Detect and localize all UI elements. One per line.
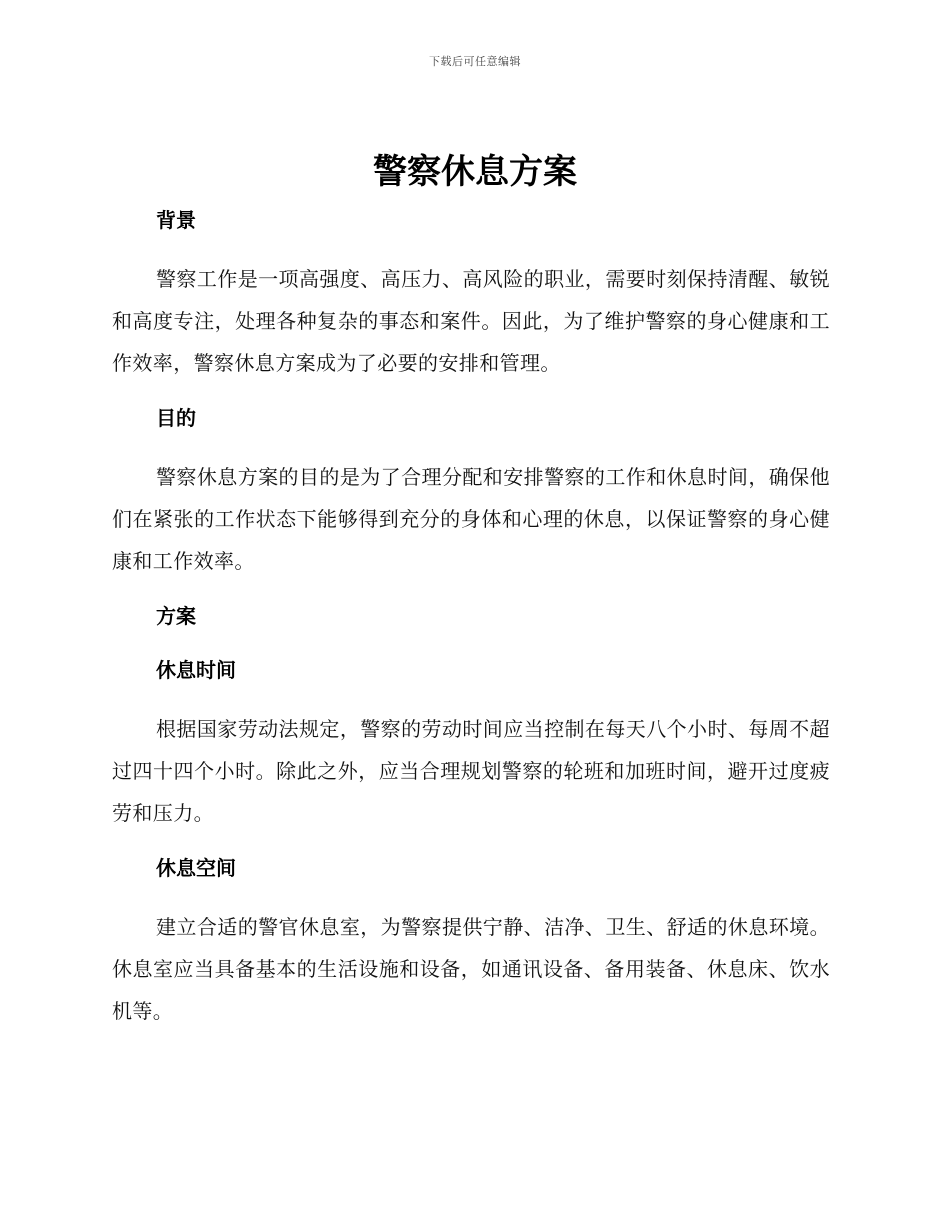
section-heading-background: 背景 — [156, 208, 196, 232]
section-text-purpose: 警察休息方案的目的是为了合理分配和安排警察的工作和休息时间，确保他们在紧张的工作状态下能够得到充分的身体和心理的休息，以保证警察的身心健康和工作效率。 — [112, 465, 830, 573]
section-heading-rest-space: 休息空间 — [156, 856, 236, 880]
section-text-background: 警察工作是一项高强度、高压力、高风险的职业，需要时刻保持清醒、敏锐和高度专注，处理各种复杂的事态和案件。因此，为了维护警察的身心健康和工作效率，警察休息方案成为了必要的安排和管理。 — [112, 267, 830, 375]
section-text-rest-space: 建立合适的警官休息室，为警察提供宁静、洁净、卫生、舒适的休息环境。休息室应当具备基本的生活设施和设备，如通讯设备、备用装备、休息床、饮水机等。 — [112, 915, 830, 1023]
section-heading-plan: 方案 — [156, 604, 196, 628]
section-text-rest-time: 根据国家劳动法规定，警察的劳动时间应当控制在每天八个小时、每周不超过四十四个小时。除此之外，应当合理规划警察的轮班和加班时间，避开过度疲劳和压力。 — [112, 717, 830, 825]
section-heading-rest-time: 休息时间 — [156, 658, 236, 682]
document-body — [112, 204, 830, 1032]
page-header-note: 下载后可任意编辑 — [429, 55, 521, 68]
document-title: 警察休息方案 — [373, 152, 577, 192]
section-heading-purpose: 目的 — [156, 406, 196, 430]
